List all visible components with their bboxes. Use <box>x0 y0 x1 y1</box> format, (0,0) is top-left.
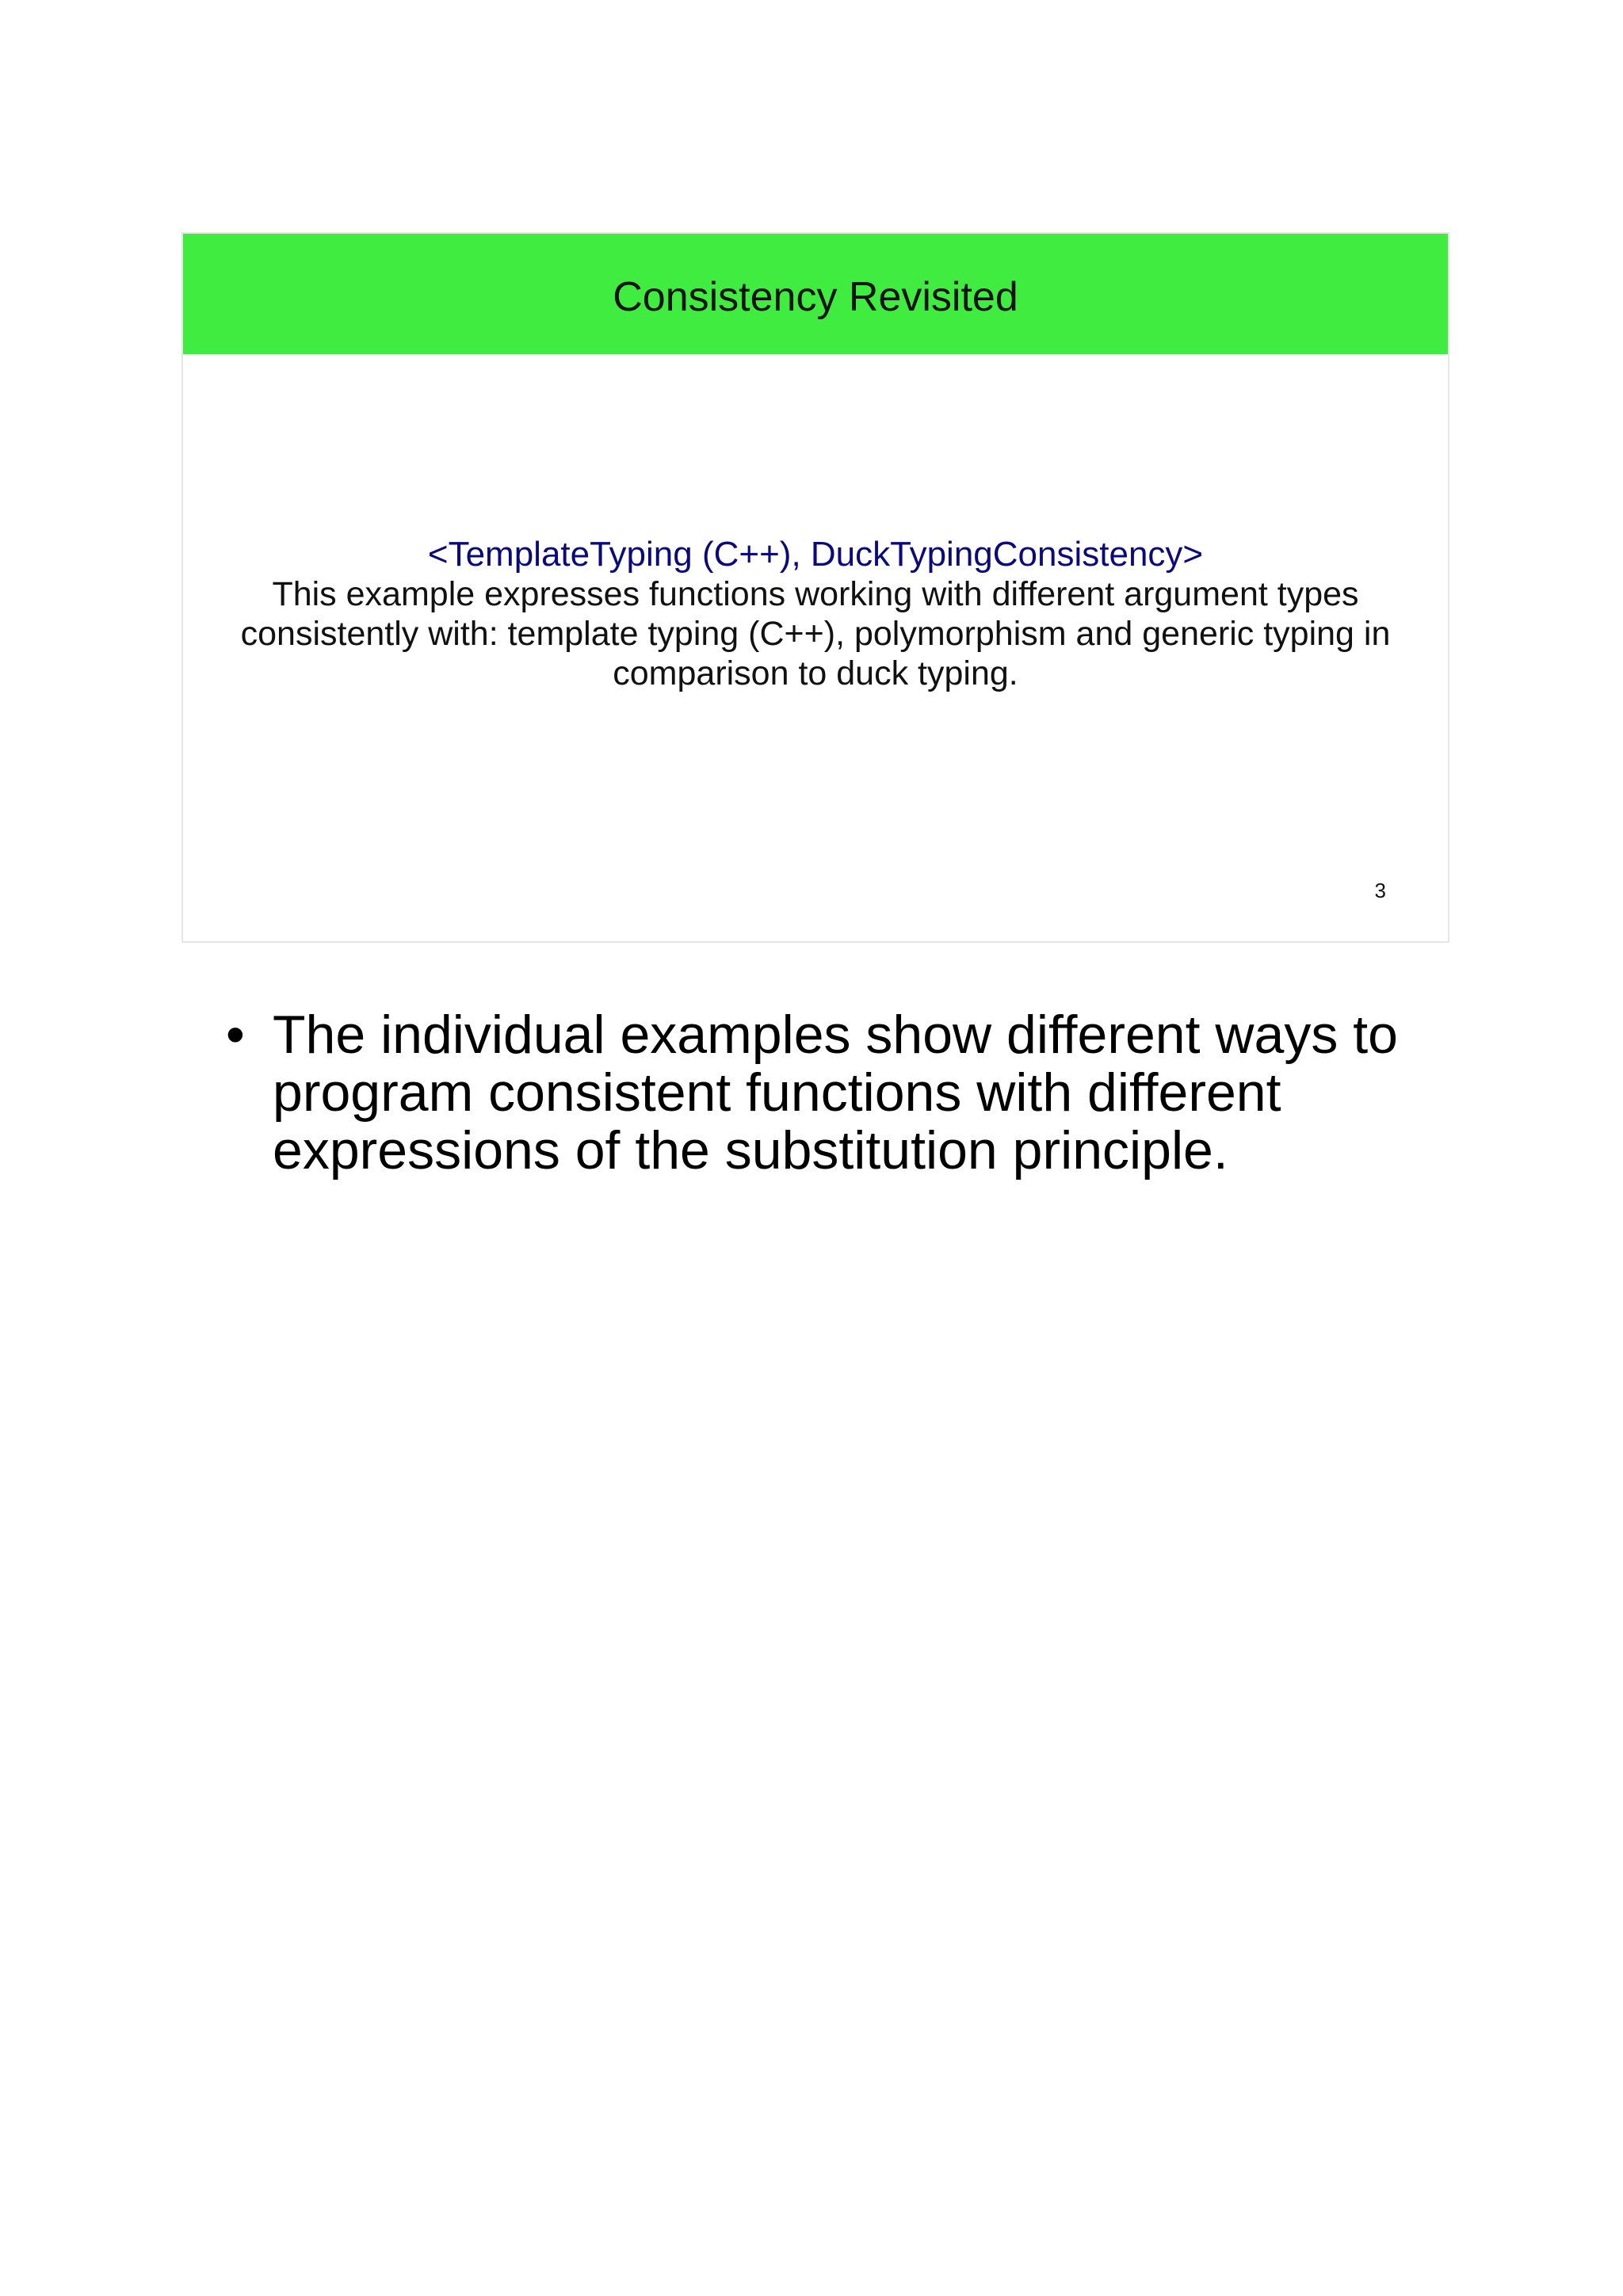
slide-frame <box>181 232 1449 943</box>
notes-item-text: The individual examples show different ways to program consistent functions with different expressions of the substitution principle. <box>273 1005 1398 1180</box>
speaker-notes <box>226 1006 1462 1180</box>
page-number: 3 <box>1374 879 1386 902</box>
example-link[interactable]: <TemplateTyping (C++), DuckTypingConsistency> <box>427 535 1204 574</box>
slide-title: Consistency Revisited <box>613 274 1018 320</box>
slide-header <box>183 234 1448 354</box>
bullet-icon: • <box>226 1005 245 1065</box>
slide-body <box>183 535 1448 693</box>
notes-list-item <box>226 1006 1462 1180</box>
slide-description: This example expresses functions working with different argument types consistently with: template typing (C++), polymorphism and generic typing in comparison to duck typing. <box>240 575 1391 692</box>
